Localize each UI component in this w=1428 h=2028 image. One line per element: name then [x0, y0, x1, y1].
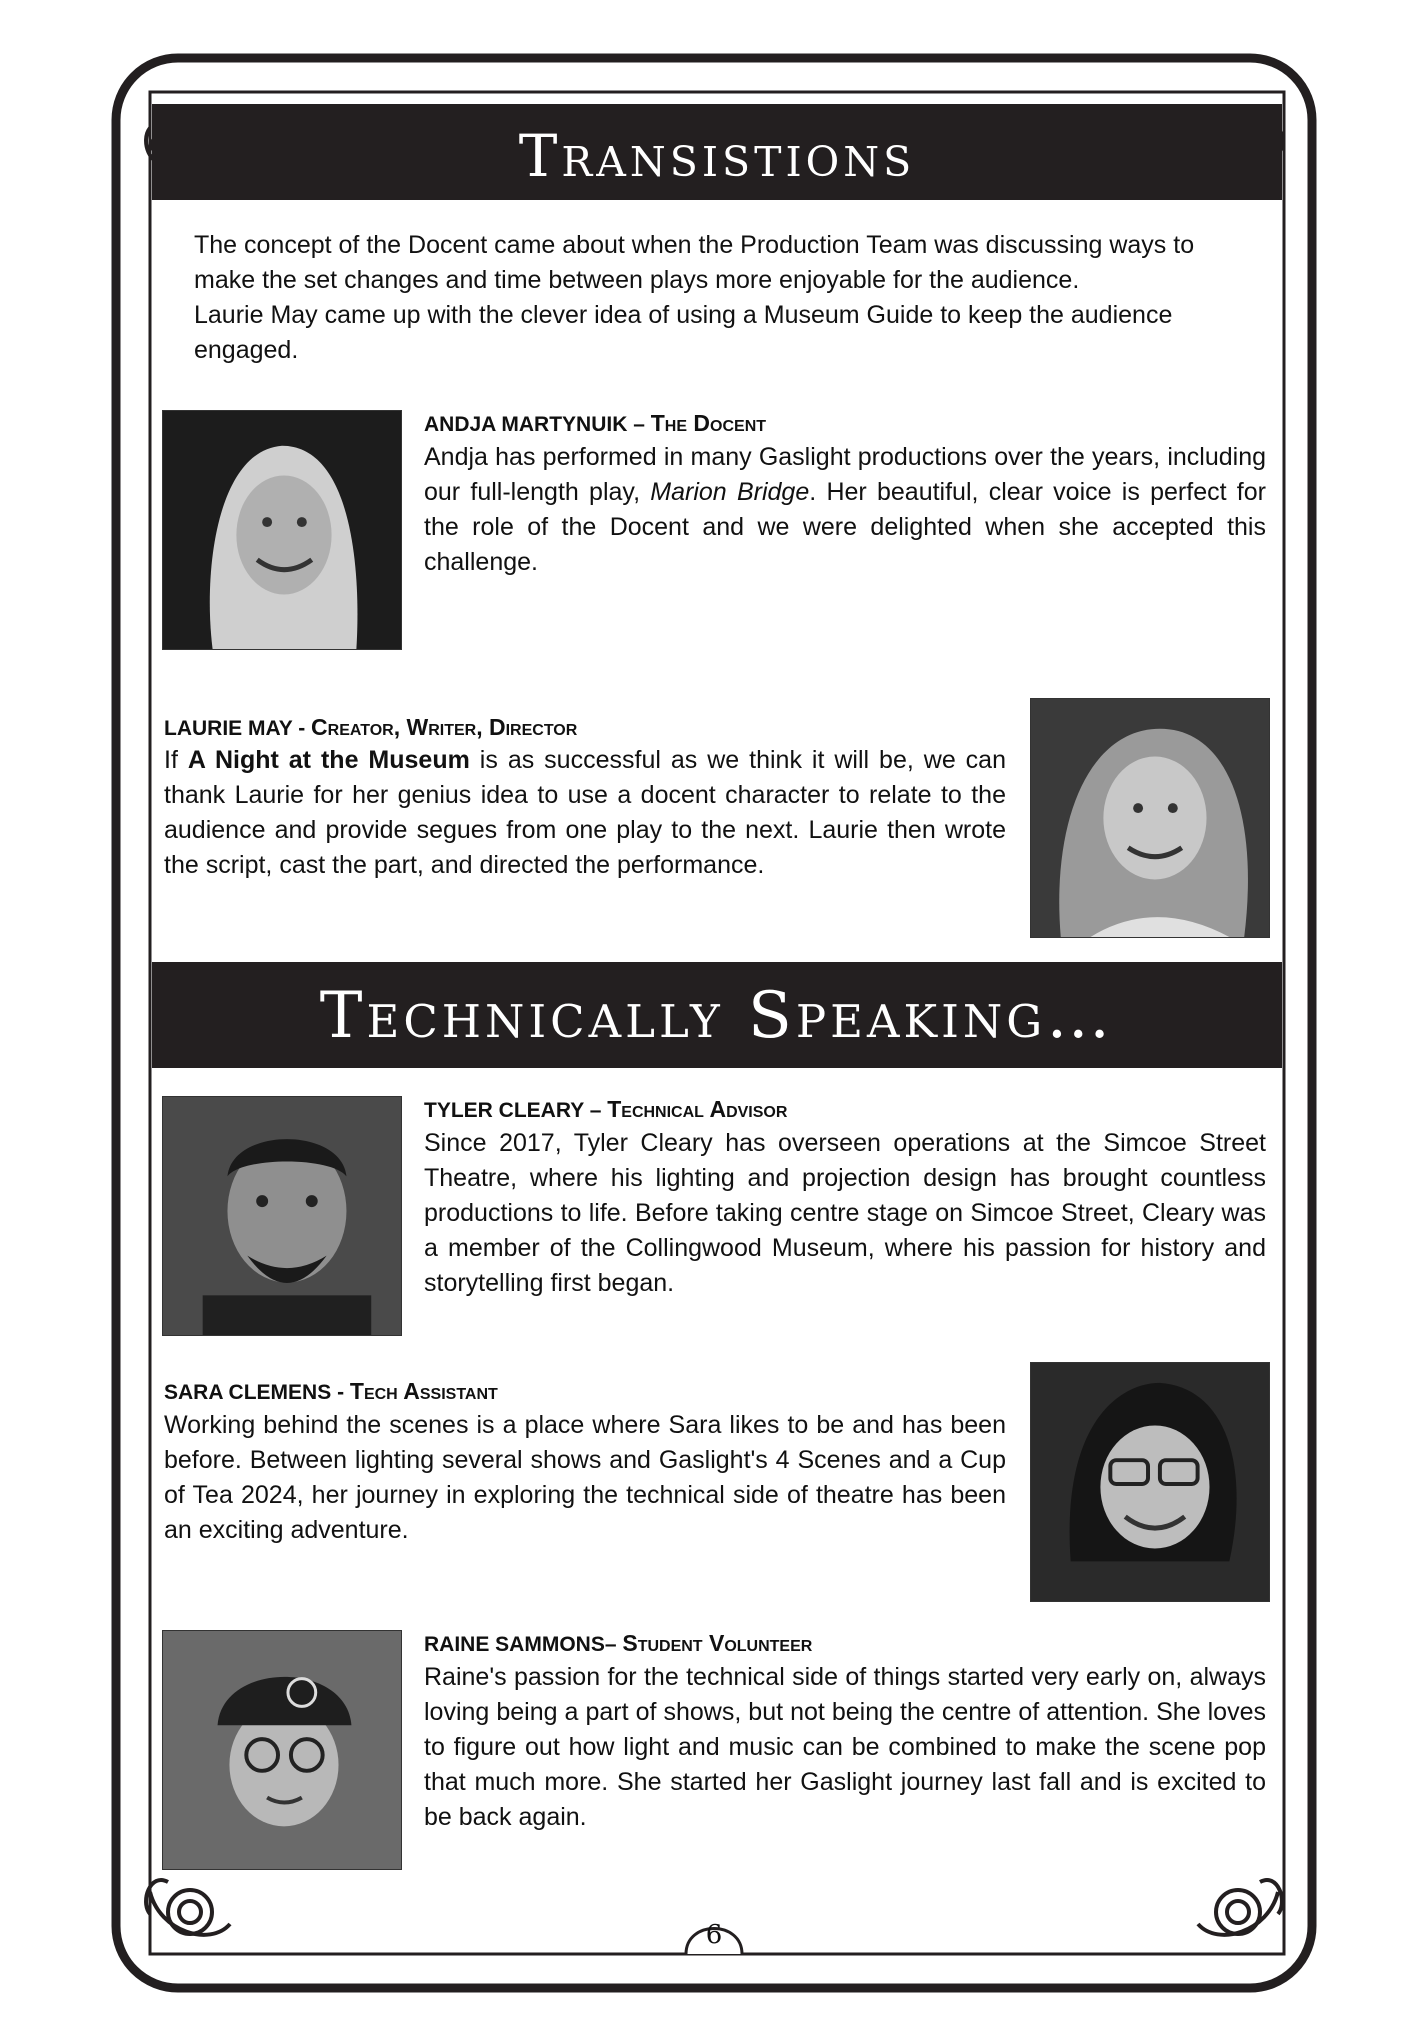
- laurie-heading: [164, 714, 577, 741]
- andja-bio-b: . Her beautiful, clear voice is perfect for the role of the Docent and we were delighted when she accepted this challenge.: [424, 478, 1266, 576]
- laurie-bio: [164, 743, 1006, 883]
- raine-sep: –: [604, 1633, 623, 1656]
- raine-name: RAINE SAMMONS: [424, 1633, 605, 1656]
- laurie-role: Creator, Writer, Director: [311, 714, 578, 740]
- laurie-name: LAURIE MAY: [164, 717, 293, 740]
- tyler-name: TYLER CLEARY: [424, 1099, 584, 1122]
- andja-bio-play-title: Marion Bridge: [650, 478, 810, 506]
- raine-bio: Raine's passion for the technical side of things started very early on, always loving being a part of shows, but not being the centre of attention. She loves to figure out how light and music can be combined to make the scene pop that much more. She started her Gaslight journey last fall and is excited to be back again.: [424, 1663, 1266, 1831]
- raine-heading: [424, 1630, 812, 1657]
- photo-raine-sammons: [162, 1630, 402, 1870]
- andja-heading: [424, 410, 766, 437]
- andja-name: ANDJA MARTYNUIK: [424, 413, 628, 436]
- sara-heading: [164, 1378, 498, 1405]
- laurie-bio-b: is as successful as we think it will be, we can thank Laurie for her genius idea to use a docent character to relate to the audience and provide segues from one play to the next. Laurie then wrote the script, cast the part, and directed the performance.: [164, 746, 1006, 879]
- page-number: 6: [705, 1920, 723, 1950]
- laurie-bio-show-title: A Night at the Museum: [187, 746, 470, 774]
- corner-flourish-bottom-right: [1198, 1880, 1282, 1935]
- section-banner-transitions: Transistions: [152, 104, 1282, 200]
- sara-bio: Working behind the scenes is a place where Sara likes to be and has been before. Between lighting several shows and Gaslight's 4 Scenes and a Cup of Tea 2024, her journey in exploring the technical side of theatre has been an exciting adventure.: [164, 1411, 1006, 1544]
- sara-name: SARA CLEMENS: [164, 1381, 332, 1404]
- laurie-bio-a: If: [164, 746, 188, 774]
- intro-line-2: Laurie May came up with the clever idea of using a Museum Guide to keep the audience engaged.: [194, 301, 1173, 364]
- andja-sep: –: [627, 413, 651, 436]
- photo-sara-clemens: [1030, 1362, 1270, 1602]
- sara-role: Tech Assistant: [349, 1378, 498, 1404]
- andja-role: The Docent: [650, 410, 767, 436]
- tyler-sep: –: [583, 1099, 608, 1122]
- andja-bio-a: Andja has performed in many Gaslight productions over the years, including our full-length play,: [424, 443, 1266, 506]
- laurie-sep: -: [292, 717, 312, 740]
- tyler-role: Technical Advisor: [607, 1096, 788, 1122]
- andja-bio: [424, 440, 1266, 580]
- corner-flourish-bottom-left: [146, 1880, 230, 1935]
- tyler-bio: Since 2017, Tyler Cleary has overseen operations at the Simcoe Street Theatre, where his lighting and projection design has brought countless productions to life. Before taking centre stage on Simcoe Street, Cleary was a member of the Collingwood Museum, where his passion for history and storytelling first began.: [424, 1129, 1266, 1297]
- photo-andja-martynuik: [162, 410, 402, 650]
- photo-laurie-may: [1030, 698, 1270, 938]
- photo-tyler-cleary: [162, 1096, 402, 1336]
- intro-line-1: The concept of the Docent came about when the Production Team was discussing ways to make the set changes and time between plays more enjoyable for the audience.: [194, 231, 1195, 294]
- transitions-intro: [194, 228, 1254, 368]
- sara-sep: -: [331, 1381, 350, 1404]
- tyler-heading: [424, 1096, 787, 1123]
- raine-role: Student Volunteer: [622, 1630, 813, 1656]
- section-banner-technically-speaking: Technically Speaking…: [152, 962, 1282, 1068]
